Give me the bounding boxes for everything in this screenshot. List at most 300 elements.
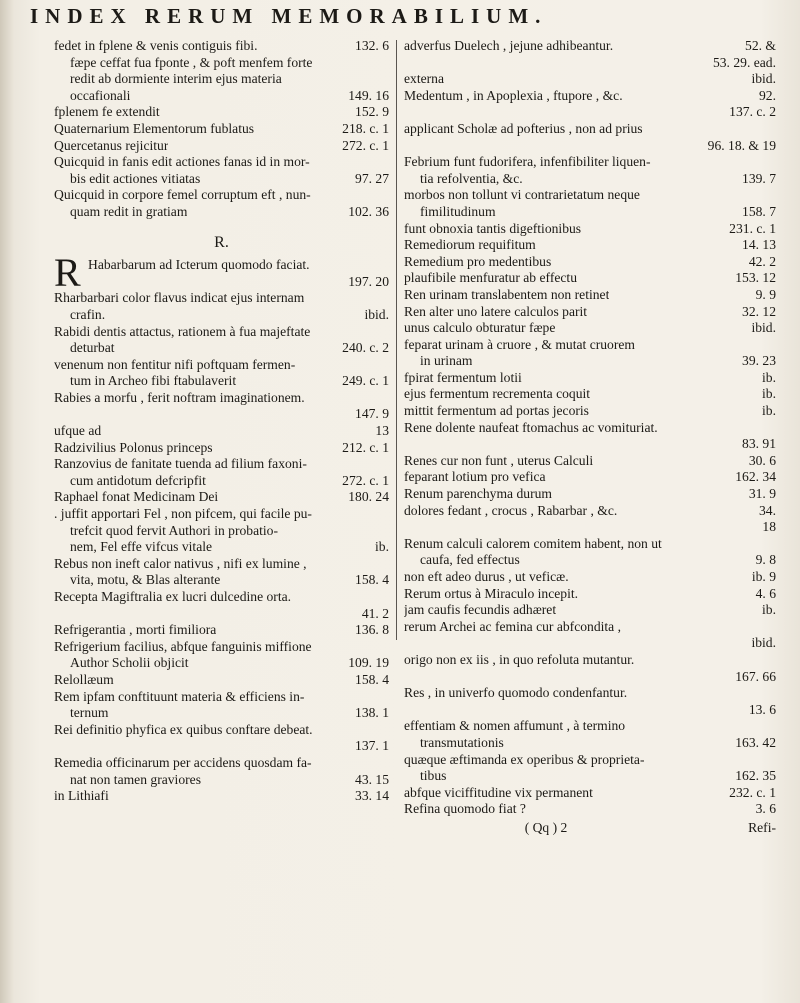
entry-line [54, 187, 389, 204]
page-reference: 162. 35 [735, 768, 776, 784]
entry-line [404, 552, 776, 569]
index-entry [404, 619, 776, 652]
index-entry [404, 602, 776, 619]
entry-text: nem, Fel effe vifcus vitale [70, 539, 213, 555]
entry-line [54, 324, 389, 341]
entry-line [54, 423, 389, 440]
entry-line [54, 639, 389, 656]
page-reference: 232. c. 1 [729, 784, 776, 800]
entry-line [54, 121, 389, 138]
entry-line [54, 738, 389, 755]
page-reference: 136. 8 [355, 622, 389, 638]
entry-line [404, 519, 776, 536]
entry-text: Rerum ortus à Miraculo incepit. [404, 585, 579, 601]
entry-line [54, 290, 389, 307]
page-reference: 9. 8 [755, 552, 776, 568]
page-reference: 9. 9 [755, 286, 776, 302]
entry-text: Medentum , in Apoplexia , ftupore , &c. [404, 87, 623, 103]
q-entries [54, 38, 389, 221]
index-entry [54, 324, 389, 357]
index-entry [54, 250, 389, 296]
entry-line [54, 755, 389, 772]
entry-line [404, 337, 776, 354]
entry-line [54, 489, 389, 506]
entry-text: Remedium pro medentibus [404, 253, 552, 269]
index-entry [404, 71, 776, 88]
entry-line [54, 357, 389, 374]
entry-line [54, 523, 389, 540]
entry-text: Renum calculi calorem comitem habent, non ut [404, 535, 662, 551]
entry-line [54, 456, 389, 473]
index-entry [404, 752, 776, 785]
index-entry [404, 503, 776, 536]
index-entry [54, 121, 389, 138]
entry-line [404, 602, 776, 619]
index-entry [54, 138, 389, 155]
entry-line [54, 204, 389, 221]
entry-text: Renum parenchyma durum [404, 486, 552, 502]
page-reference: 212. c. 1 [342, 439, 389, 455]
page-reference: 32. 12 [742, 303, 776, 319]
entry-text: fplenem fe extendit [54, 104, 160, 120]
entry-text: Rabies a morfu , ferit noftram imaginationem. [54, 389, 305, 405]
entry-text: non eft adeo durus , ut veficæ. [404, 569, 569, 584]
entry-line [404, 71, 776, 88]
entry-line [404, 420, 776, 437]
index-entry [54, 788, 389, 805]
entry-line [54, 539, 389, 556]
page-reference: ib. [762, 369, 776, 385]
page-reference: 33. 14 [355, 788, 389, 804]
index-entry [404, 88, 776, 121]
page-reference: 14. 13 [742, 237, 776, 253]
entry-line [54, 473, 389, 490]
entry-line [54, 606, 389, 623]
entry-text: tibus [420, 768, 447, 784]
page-reference: 152. 9 [355, 104, 389, 120]
entry-text: Habarbarum ad Icterum quomodo faciat. [88, 257, 310, 273]
index-entry [404, 237, 776, 254]
index-entry [404, 38, 776, 71]
entry-line [54, 672, 389, 689]
entry-line [54, 705, 389, 722]
index-entry [404, 486, 776, 503]
page-reference: 13. 6 [748, 701, 776, 717]
entry-text: feparat urinam à cruore , & mutat cruorem [404, 336, 635, 352]
entry-text: Renes cur non funt , uterus Calculi [404, 452, 594, 468]
entry-text: Remedia officinarum per accidens quosdam fa- [54, 754, 312, 770]
entry-text: in urinam [420, 353, 473, 369]
entry-text: Refrigerium facilius, abfque fanguinis miffione [54, 638, 312, 654]
entry-text: Ren urinam translabentem non retinet [404, 286, 610, 302]
entry-text: transmutationis [420, 734, 504, 750]
section-letter: R. [214, 233, 229, 251]
entry-line [404, 386, 776, 403]
entry-text: Rem ipfam conftituunt materia & efficiens in- [54, 688, 305, 704]
entry-text: morbos non tollunt vi contrarietatum neque [404, 187, 640, 203]
entry-text: Rei definitio phyfica ex quibus conftare debeat. [54, 721, 313, 737]
entry-line [54, 622, 389, 639]
entry-line [404, 785, 776, 802]
entry-text: tia refolventia, &c. [420, 170, 523, 186]
entry-line [404, 536, 776, 553]
page-reference: 149. 16 [348, 87, 389, 103]
entry-text: applicant Scholæ ad pofterius , non ad prius [404, 120, 643, 136]
entry-line [404, 436, 776, 453]
page-reference: 3. 6 [755, 801, 776, 817]
index-entry [54, 456, 389, 489]
entry-line [54, 390, 389, 407]
page-reference: 163. 42 [735, 734, 776, 750]
entry-text: Febrium funt fudorifera, infenfibiliter liquen- [404, 154, 651, 170]
page-reference: 92. [759, 87, 776, 103]
entry-text: deturbat [70, 340, 115, 356]
page-reference: 43. 15 [355, 771, 389, 787]
entry-line [54, 655, 389, 672]
page-reference: 13 [375, 423, 389, 439]
entry-text: Rabidi dentis attactus, rationem à fua majeftate [54, 323, 311, 339]
page-reference: ibid. [751, 320, 776, 336]
right-column [404, 38, 776, 837]
index-entry [404, 420, 776, 453]
page-reference: 83. 91 [742, 436, 776, 452]
entry-text: Remediorum requifitum [404, 237, 536, 253]
entry-line [404, 370, 776, 387]
entry-line [54, 307, 389, 324]
entry-line [54, 689, 389, 706]
entry-text: fedet in fplene & venis contiguis fibi. [54, 38, 258, 53]
entry-text: vita, motu, & Blas alterante [70, 572, 221, 588]
index-entry [404, 304, 776, 321]
entry-line [54, 171, 389, 188]
entry-line [404, 254, 776, 271]
page-reference: 167. 66 [735, 668, 776, 684]
entry-text: fæpe ceffat fua fponte , & poft menfem forte [70, 54, 313, 70]
entry-line [404, 104, 776, 121]
entry-line [54, 788, 389, 805]
entry-text: funt obnoxia tantis digeftionibus [404, 220, 582, 236]
page-footer [404, 820, 776, 837]
index-entry [404, 453, 776, 470]
entry-line [404, 635, 776, 652]
page-reference: 147. 9 [355, 406, 389, 422]
catchword: Refi- [748, 819, 776, 835]
entry-line [404, 121, 776, 138]
entry-line [404, 702, 776, 719]
entry-line [404, 735, 776, 752]
index-entry [54, 556, 389, 589]
page-reference: 96. 18. & 19 [707, 137, 776, 153]
entry-line [54, 440, 389, 457]
index-entry [54, 357, 389, 390]
index-entry [54, 489, 389, 506]
entry-line [404, 768, 776, 785]
entry-text: externa [404, 71, 444, 87]
entry-line [404, 138, 776, 155]
entry-line [54, 556, 389, 573]
entry-text: Raphael fonat Medicinam Dei [54, 489, 219, 505]
entry-text: Rharbarbari color flavus indicat ejus internam [54, 290, 305, 306]
page-reference: 272. c. 1 [342, 472, 389, 488]
index-entry [404, 718, 776, 751]
entry-line [404, 586, 776, 603]
index-entry [54, 722, 389, 755]
entry-text: dolores fedant , crocus , Rabarbar , &c. [404, 502, 618, 518]
page-reference: 53. 29. ead. [712, 54, 776, 70]
entry-line [404, 171, 776, 188]
entry-line [54, 772, 389, 789]
entry-line [404, 403, 776, 420]
entry-text: Author Scholii objicit [70, 655, 189, 671]
entry-text: Quercetanus rejicitur [54, 137, 169, 153]
page-reference: 162. 34 [735, 469, 776, 485]
index-entry [404, 536, 776, 569]
entry-text: unus calculo obturatur fæpe [404, 320, 556, 336]
page-reference: 153. 12 [735, 270, 776, 286]
index-entry [54, 672, 389, 689]
index-entry [404, 586, 776, 603]
entry-line [54, 722, 389, 739]
entry-line [54, 71, 389, 88]
entry-line [404, 652, 776, 669]
page-reference: 52. & [745, 38, 776, 53]
entry-text: quæque æftimanda ex operibus & proprieta- [404, 751, 645, 767]
page-reference: ibid. [751, 635, 776, 651]
page-reference: ib. [762, 386, 776, 402]
page-reference: 158. 4 [355, 572, 389, 588]
entry-line [54, 138, 389, 155]
entry-line [404, 801, 776, 818]
index-entry [54, 38, 389, 104]
entry-text: origo non ex iis , in quo refoluta mutantur. [404, 651, 635, 667]
entry-line [54, 589, 389, 606]
page-reference: ib. [375, 539, 389, 555]
entry-line [404, 204, 776, 221]
page-reference: 97. 27 [355, 170, 389, 186]
entry-text: occafionali [70, 87, 131, 103]
index-entry [404, 370, 776, 387]
index-entry [54, 104, 389, 121]
page-reference: 39. 23 [742, 353, 776, 369]
entry-text: redit ab dormiente interim ejus materia [70, 71, 282, 87]
page-reference: 240. c. 2 [342, 340, 389, 356]
running-header: INDEX RERUM MEMORABILIUM. [30, 4, 548, 28]
entry-line [404, 221, 776, 238]
entry-line [404, 469, 776, 486]
entry-line [404, 486, 776, 503]
right-entries [404, 38, 776, 818]
entry-text: ejus fermentum recrementa coquit [404, 386, 591, 402]
index-entry [404, 254, 776, 271]
index-entry [54, 589, 389, 622]
entry-line [404, 503, 776, 520]
index-entry [404, 187, 776, 220]
entry-line [54, 104, 389, 121]
entry-line [404, 237, 776, 254]
page-reference: 132. 6 [355, 38, 389, 53]
entry-text: Recepta Magiftralia ex lucri dulcedine orta. [54, 589, 292, 604]
entry-line [54, 88, 389, 105]
index-entry [404, 685, 776, 718]
entry-text: effentiam & nomen affumunt , à termino [404, 718, 626, 734]
entry-text: Refrigerantia , morti fimiliora [54, 622, 217, 638]
entry-line [404, 55, 776, 72]
entry-text: Radzivilius Polonus princeps [54, 439, 213, 455]
entry-text: abfque viciffitudine vix permanent [404, 784, 593, 800]
page-reference: ibid. [751, 71, 776, 87]
entry-text: Ren alter uno latere calculos parit [404, 303, 588, 319]
index-entry [54, 290, 389, 323]
entry-text: . juffit apportari Fel , non pifcem, qui facile pu- [54, 506, 312, 522]
index-entry [404, 221, 776, 238]
entry-text: Res , in univerfo quomodo condenfantur. [404, 685, 628, 701]
index-entry [54, 755, 389, 788]
page-reference: 30. 6 [748, 452, 776, 468]
page-reference: 139. 7 [742, 170, 776, 186]
entry-text: nat non tamen graviores [70, 771, 201, 787]
entry-line [404, 752, 776, 769]
entry-text: ternum [70, 705, 109, 721]
signature-mark: ( Qq ) 2 [524, 819, 568, 835]
entry-text: Refina quomodo fiat ? [404, 801, 526, 817]
page-reference: 42. 2 [748, 253, 776, 269]
index-entry [404, 403, 776, 420]
entry-line [54, 506, 389, 523]
entry-text: tum in Archeo fibi ftabulaverit [70, 373, 237, 389]
index-entry [404, 386, 776, 403]
entry-text: jam caufis fecundis adhæret [404, 602, 557, 618]
entry-line [404, 718, 776, 735]
entry-line [54, 154, 389, 171]
entry-text: fpirat fermentum lotii [404, 369, 522, 385]
entry-line [404, 187, 776, 204]
entry-line [404, 619, 776, 636]
entry-line [54, 340, 389, 357]
entry-text: venenum non fentitur nifi poftquam fermen- [54, 356, 296, 372]
index-entry [404, 652, 776, 685]
page-reference: 231. c. 1 [729, 220, 776, 236]
index-entry [54, 423, 389, 440]
entry-text: bis edit actiones vitiatas [70, 170, 201, 186]
page-reference: 272. c. 1 [342, 137, 389, 153]
page-reference: 158. 7 [742, 203, 776, 219]
page-reference: ibid. [364, 306, 389, 322]
entry-line [404, 685, 776, 702]
entry-text: feparant lotium pro vefica [404, 469, 546, 485]
index-entry [404, 469, 776, 486]
entry-line [404, 669, 776, 686]
entry-line [404, 270, 776, 287]
entry-text: adverfus Duelech , jejune adhibeantur. [404, 38, 614, 53]
entry-line [404, 154, 776, 171]
page-reference: ib. 9 [751, 569, 776, 584]
page-reference: ib. [762, 602, 776, 618]
index-entry [54, 639, 389, 672]
index-entry [404, 287, 776, 304]
r-entries [54, 250, 389, 805]
entry-line [404, 287, 776, 304]
index-entry [404, 569, 776, 586]
entry-text: Relollæum [54, 671, 114, 687]
entry-text: rerum Archei ac femina cur abfcondita , [404, 618, 622, 634]
entry-line [54, 38, 389, 55]
entry-line [54, 373, 389, 390]
entry-line [404, 453, 776, 470]
page-reference: 41. 2 [361, 605, 389, 621]
entry-text: Quicquid in fanis edit actiones fanas id in mor- [54, 154, 310, 170]
page-reference: 109. 19 [348, 655, 389, 671]
entry-line [54, 55, 389, 72]
entry-text: Ranzovius de fanitate tuenda ad filium faxoni- [54, 456, 307, 472]
entry-text: Rene dolente naufeat ftomachus ac vomituriat. [404, 419, 658, 435]
page-reference: 18 [762, 519, 776, 535]
entry-text: quam redit in gratiam [70, 203, 188, 219]
page-reference: 197. 20 [348, 273, 389, 289]
entry-text: trefcit quod fervit Authori in probatio- [70, 522, 279, 538]
entry-line [54, 406, 389, 423]
index-entry [54, 506, 389, 556]
index-entry [404, 337, 776, 370]
entry-text: ufque ad [54, 423, 102, 439]
entry-text: plaufibile menfuratur ab effectu [404, 270, 577, 286]
page-reference: ib. [762, 403, 776, 419]
entry-text: fimilitudinum [420, 203, 496, 219]
entry-text: crafin. [70, 306, 106, 322]
entry-line [404, 320, 776, 337]
page-reference: 158. 4 [355, 671, 389, 687]
entry-text: Rebus non ineft calor nativus , nifi ex lumine , [54, 555, 307, 571]
page-reference: 102. 36 [348, 203, 389, 219]
entry-line [404, 569, 776, 586]
index-entry [54, 154, 389, 187]
page-reference: 34. [759, 502, 776, 518]
index-entry [54, 440, 389, 457]
column-rule [396, 40, 397, 640]
index-entry [404, 320, 776, 337]
drop-capital: R [54, 250, 81, 296]
entry-text: Quaternarium Elementorum fublatus [54, 120, 255, 136]
page-reference: 249. c. 1 [342, 373, 389, 389]
index-entry [404, 121, 776, 154]
entry-line [404, 88, 776, 105]
entry-text: cum antidotum defcripfit [70, 472, 206, 488]
entry-line [404, 38, 776, 55]
index-entry [54, 622, 389, 639]
index-entry [54, 187, 389, 220]
page-reference: 137. c. 2 [729, 104, 776, 120]
index-entry [54, 689, 389, 722]
entry-line [404, 353, 776, 370]
index-entry [404, 801, 776, 818]
page-reference: 137. 1 [355, 738, 389, 754]
entry-text: Quicquid in corpore femel corruptum eft , nun- [54, 187, 311, 203]
entry-text: in Lithiafi [54, 788, 109, 804]
entry-line [404, 304, 776, 321]
entry-line [54, 572, 389, 589]
page-reference: 218. c. 1 [342, 120, 389, 136]
page-reference: 138. 1 [355, 705, 389, 721]
index-entry [404, 154, 776, 187]
page-reference: 31. 9 [748, 486, 776, 502]
index-entry [54, 390, 389, 423]
entry-text: mittit fermentum ad portas jecoris [404, 403, 589, 419]
page-gutter [0, 0, 14, 1003]
page-reference: 180. 24 [348, 489, 389, 505]
entry-line [54, 274, 389, 291]
page-reference: 4. 6 [755, 585, 776, 601]
index-entry [404, 785, 776, 802]
left-column [54, 38, 389, 805]
